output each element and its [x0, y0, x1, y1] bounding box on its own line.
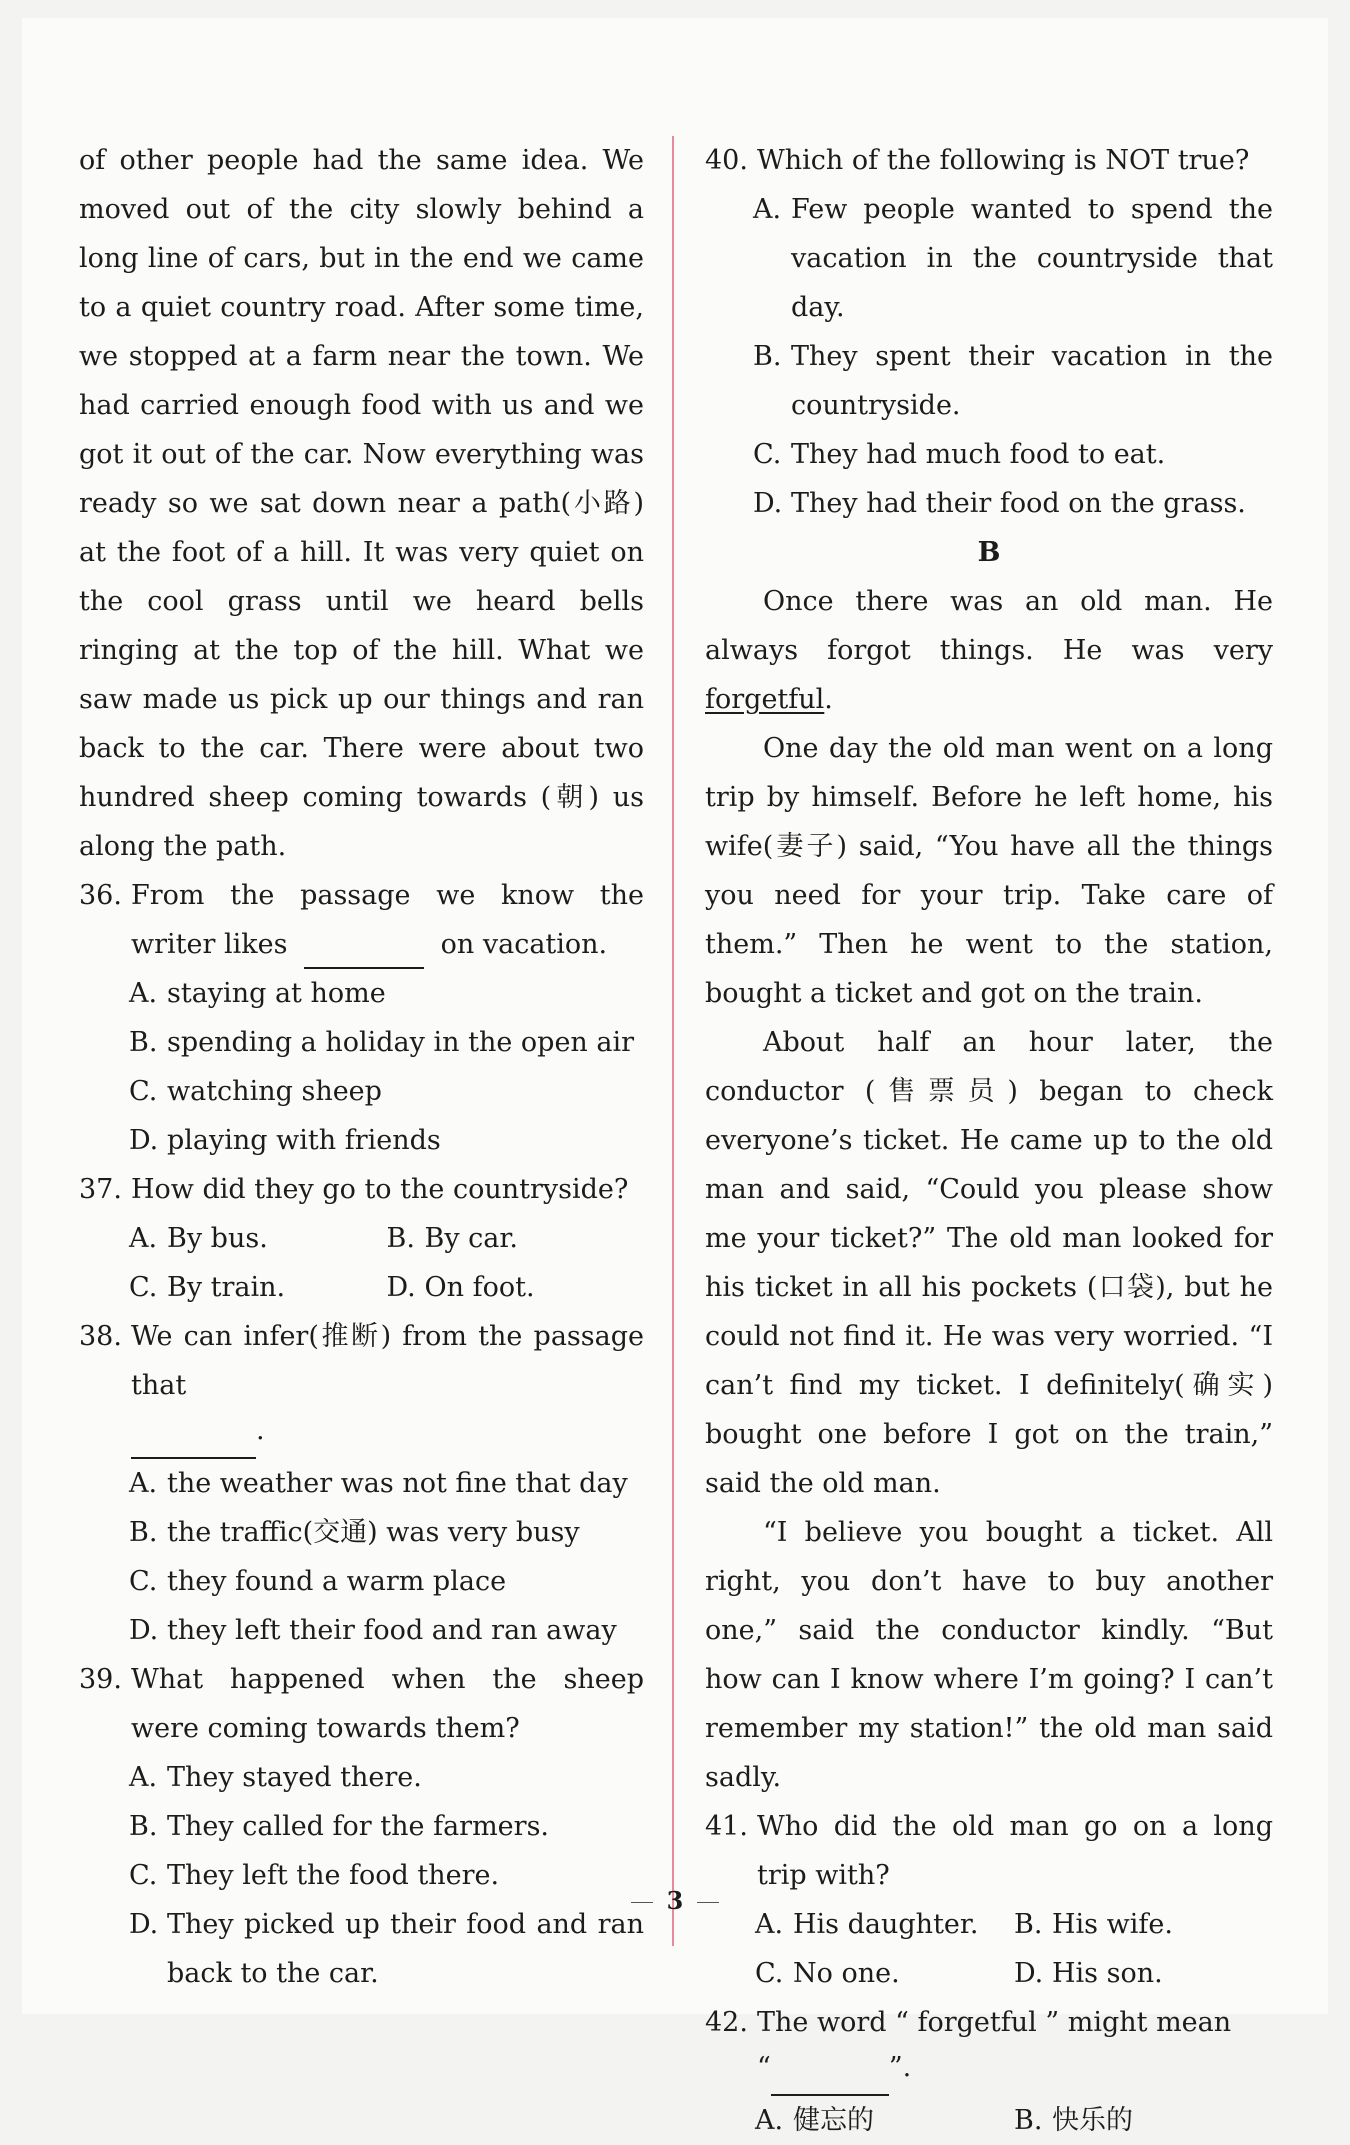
option-37-d: D. On foot. [386, 1272, 535, 1303]
option-39-d: D. They picked up their food and ran back to the car. [129, 1909, 644, 1989]
passage-b-paragraph-3: About half an hour later, the conductor (售票员) began to check everyone’s ticket. He came up to the old man and said, “Could you please show me your ticket?” The old man looked for his ticket in all his pockets (口袋), but he could not find it. He was very worried. “I can’t find my ticket. I definitely(确实) bought one before I got on the train,” said the old man. [705, 1027, 1273, 1499]
option-40-d: D. They had their food on the grass. [753, 488, 1246, 519]
option-36-b: B. spending a holiday in the open air [129, 1027, 635, 1058]
question-37 [79, 1165, 644, 1214]
question-text-end: on vacation. [440, 929, 608, 960]
answer-blank [771, 2064, 889, 2096]
question-42 [705, 1998, 1273, 2047]
option-39-b: B. They called for the farmers. [129, 1811, 550, 1842]
option-42-b: B. 快乐的 [1014, 2105, 1133, 2136]
question-text: We can infer(推断) from the passage that [131, 1321, 644, 1401]
question-number: 39. [79, 1664, 122, 1695]
question-text: How did they go to the countryside? [131, 1174, 629, 1205]
option-41-b: B. His wife. [1014, 1909, 1173, 1940]
option-38-a: A. the weather was not fine that day [129, 1468, 628, 1499]
option-41-c: C. No one. [755, 1958, 900, 1989]
options-37-row-1 [79, 1214, 644, 1263]
passage-b-paragraph-4: “I believe you bought a ticket. All right, you don’t have to buy another one,” said the conductor kindly. “But how can I know where I’m going? I can’t remember my station!” the old man said sadly. [705, 1517, 1273, 1793]
option-42-a: A. 健忘的 [755, 2105, 874, 2136]
right-column [705, 136, 1273, 2145]
option-38-d: D. they left their food and ran away [129, 1615, 617, 1646]
option-40-a: A. Few people wanted to spend the vacation in the countryside that day. [753, 194, 1273, 323]
options-37-row-2 [79, 1263, 644, 1312]
option-38-b: B. the traffic(交通) was very busy [129, 1517, 580, 1548]
answer-blank [304, 935, 424, 969]
question-36 [79, 871, 644, 969]
options-42-row-1 [705, 2096, 1273, 2145]
options-41-row-2 [705, 1949, 1273, 1998]
question-40 [705, 136, 1273, 185]
left-column: of other people had the same idea. We moved out of the city slowly behind a long line of cars, but in the end we came to a quiet country road. After some time, we stopped at a farm near the town. We had carried enough food with us and we got it out of the car. Now everything was ready so we sat down near a path(小路) at the foot of a hill. It was very quiet on the cool grass until we heard bells ringing at the top of the hill. What we saw made us pick up our things and ran back to the car. There were about two hundred sheep coming towards (朝) us along the path. 36. From the passage we know the writer likes on vacation. A. staying at home B. spending a holiday in the open air C. watching sheep D. playing with friends 37. How did they go to the countryside? A. By bus. B. By car. C. By train. D. On foot. 38. We can infer(推断) from the passage that . A. the weather was not fine that day B. the traffic(交通) was very busy C. they found a warm place D. they left their food and ran away 39. What happened when the sheep were coming towards them? A. They stayed there. B. They called for the farmers. C. They left the food there. D. They picked up their food and ran back to the car. [79, 136, 644, 1998]
column-divider [672, 136, 674, 1946]
question-text: The word “ forgetful ” might mean [757, 2007, 1232, 2038]
option-37-a: A. By bus. [129, 1223, 268, 1254]
page-number: 3 [22, 1886, 1328, 1915]
option-36-d: D. playing with friends [129, 1125, 441, 1156]
question-38 [79, 1312, 644, 1410]
question-number: 41. [705, 1811, 748, 1842]
question-text: Which of the following is NOT true? [757, 145, 1250, 176]
answer-line-42: “ ”. [705, 2047, 1273, 2096]
question-text: Who did the old man go on a long trip with? [757, 1811, 1273, 1891]
option-37-b: B. By car. [386, 1223, 518, 1254]
option-38-c: C. they found a warm place [129, 1566, 507, 1597]
question-number: 40. [705, 145, 748, 176]
option-40-b: B. They spent their vacation in the countryside. [753, 341, 1273, 421]
passage-a-text: of other people had the same idea. We moved out of the city slowly behind a long line of cars, but in the end we came to a quiet country road. After some time, we stopped at a farm near the town. We had carried enough food with us and we got it out of the car. Now everything was ready so we sat down near a path(小路) at the foot of a hill. It was very quiet on the cool grass until we heard bells ringing at the top of the hill. What we saw made us pick up our things and ran back to the car. There were about two hundred sheep coming towards (朝) us along the path. [79, 145, 644, 862]
option-41-a: A. His daughter. [755, 1909, 979, 1940]
option-39-c: C. They left the food there. [129, 1860, 500, 1891]
option-36-a: A. staying at home [129, 978, 386, 1009]
question-number: 42. [705, 2007, 748, 2038]
underlined-word: forgetful [705, 684, 825, 715]
question-39 [79, 1655, 644, 1753]
option-41-d: D. His son. [1014, 1958, 1163, 1989]
question-number: 38. [79, 1321, 122, 1352]
option-39-a: A. They stayed there. [129, 1762, 422, 1793]
question-text: From the passage we know the writer likes [131, 880, 644, 960]
option-36-c: C. watching sheep [129, 1076, 382, 1107]
answer-blank [131, 1427, 256, 1459]
question-number: 37. [79, 1174, 122, 1205]
section-heading-b: B [977, 537, 1001, 568]
passage-b-paragraph-1: Once there was an old man. He always forgot things. He was very forgetful. [705, 586, 1273, 715]
option-40-c: C. They had much food to eat. [753, 439, 1166, 470]
worksheet-page [22, 18, 1328, 2136]
question-number: 36. [79, 880, 122, 911]
passage-b-paragraph-2: One day the old man went on a long trip by himself. Before he left home, his wife(妻子) said, “You have all the things you need for your trip. Take care of them.” Then he went to the station, bought a ticket and got on the train. [705, 733, 1273, 1009]
option-37-c: C. By train. [129, 1272, 286, 1303]
question-text: What happened when the sheep were coming towards them? [131, 1664, 644, 1744]
